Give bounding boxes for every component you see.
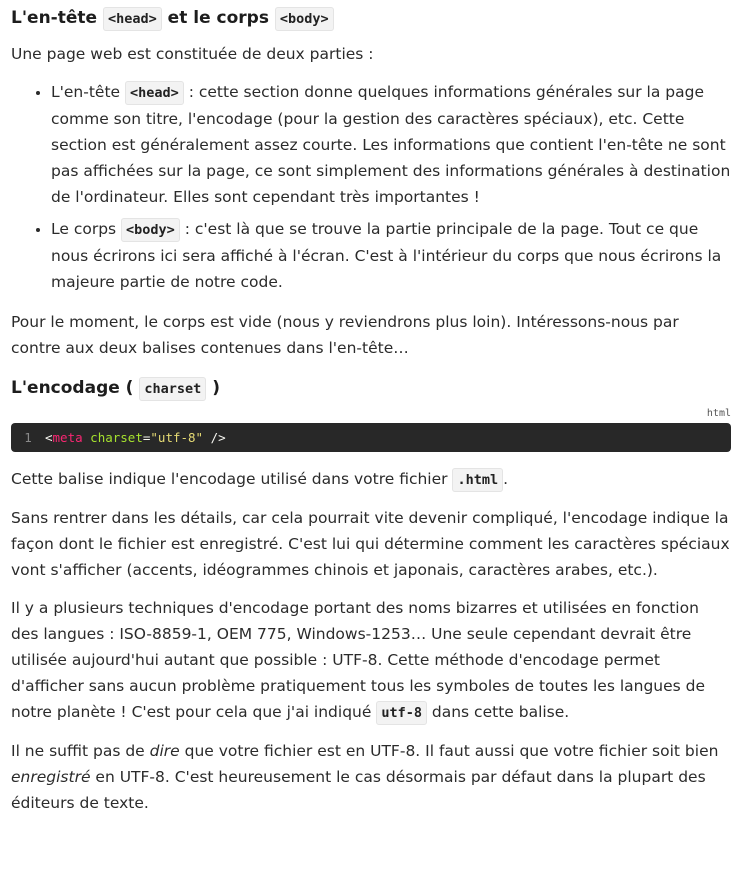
- heading-text: L'en-tête: [11, 8, 103, 28]
- list-item-body: [51, 216, 731, 295]
- suffit-paragraph: [11, 738, 731, 816]
- code-token: />: [203, 429, 226, 445]
- inline-code-charset: charset: [139, 377, 206, 401]
- heading-text: ): [206, 378, 220, 398]
- heading-text: L'encodage (: [11, 378, 140, 398]
- inline-code-utf8: utf-8: [376, 701, 427, 725]
- inline-code-head: <head>: [103, 7, 162, 31]
- paragraph-text: Cette balise indique l'encodage utilisé dans votre fichier: [11, 470, 453, 488]
- list-item-head: [51, 79, 731, 210]
- inline-code-head: <head>: [125, 81, 184, 105]
- section-heading-head-body: [11, 0, 731, 34]
- moment-paragraph: Pour le moment, le corps est vide (nous y reviendrons plus loin). Intéressons-nous par contre aux deux balises contenues dans l'en-tête…: [11, 313, 679, 357]
- paragraph-text: en UTF-8. C'est heureusement le cas désormais par défaut dans la plupart des éditeurs de texte.: [11, 768, 706, 812]
- paragraph-text: Il ne suffit pas de: [11, 742, 150, 760]
- intro-paragraph: Une page web est constituée de deux parties :: [11, 45, 374, 63]
- section-heading-encoding: [11, 373, 731, 404]
- list-item-label: Le corps: [51, 220, 122, 238]
- code-block[interactable]: [11, 423, 731, 452]
- code-token-tag: meta: [52, 429, 83, 445]
- list-item-text: : cette section donne quelques informations générales sur la page comme son titre, l'encodage (pour la gestion des caractères spéciaux), etc. Cette section est généralement assez courte. Les informations que contient l'en-tête ne sont pas affichées sur la page, ce sont simplement des informations générales à destination de l'ordinateur. Elles sont cependant très importantes !: [51, 83, 731, 206]
- code-token-attr: charset: [90, 429, 143, 445]
- code-language-label: html: [706, 408, 731, 419]
- emphasis-text: enregistré: [11, 768, 91, 786]
- line-number: 1: [24, 429, 32, 445]
- parts-list: [11, 79, 731, 295]
- heading-text: et le corps: [161, 8, 275, 28]
- techniques-paragraph: [11, 595, 731, 726]
- inline-code-body: <body>: [275, 7, 334, 31]
- details-paragraph: Sans rentrer dans les détails, car cela pourrait vite devenir compliqué, l'encodage indique la façon dont le fichier est enregistré. C'est lui qui détermine comment les caractères spéciaux vont s'afficher (accents, idéogrammes chinois et japonais, caractères arabes, etc.).: [11, 509, 730, 579]
- list-item-text: : c'est là que se trouve la partie principale de la page. Tout ce que nous écrirons ici sera affiché à l'écran. C'est à l'intérieur du corps que nous écrirons la majeure partie de notre code.: [51, 220, 722, 291]
- inline-code-html: .html: [452, 468, 503, 492]
- list-item-label: L'en-tête: [51, 83, 126, 101]
- paragraph-text: Il y a plusieurs techniques d'encodage portant des noms bizarres et utilisées en fonction des langues : ISO-8859-1, OEM 775, Windows-1253… Une seule cependant devrait être utilisée aujourd'hui autant que possible : UTF-8. Cette méthode d'encodage permet d'afficher sans aucun problème pratiquement tous les symboles de toutes les langues de notre planète ! C'est pour cela que j'ai indiqué: [11, 599, 706, 721]
- code-line: [45, 425, 226, 451]
- paragraph-text: que votre fichier est en UTF-8. Il faut aussi que votre fichier soit bien: [179, 742, 719, 760]
- paragraph-text: dans cette balise.: [426, 703, 570, 721]
- emphasis-text: dire: [149, 742, 180, 760]
- paragraph-text: .: [503, 470, 509, 488]
- code-token: =: [142, 429, 151, 445]
- inline-code-body: <body>: [121, 218, 180, 242]
- code-token: <: [45, 429, 53, 445]
- code-token-string: "utf-8": [150, 429, 204, 445]
- balise-paragraph: [11, 466, 731, 493]
